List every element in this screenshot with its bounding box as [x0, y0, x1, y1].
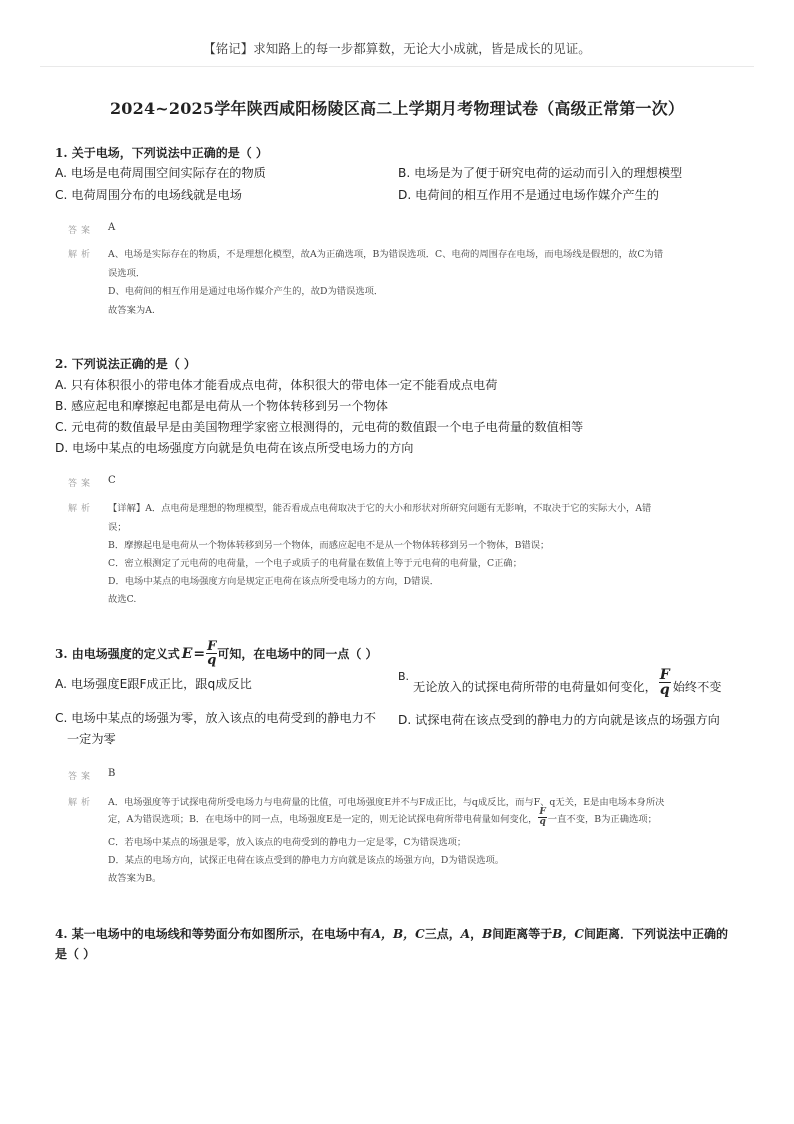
option-b-text: 无论放入的试探电荷所带的电荷量如何变化， — [413, 680, 657, 694]
answer-label: 答案 — [68, 226, 95, 236]
analysis-line: C．若电场中某点的场强是零，放入该点的电荷受到的静电力一定是零，C为错误选项； — [108, 837, 467, 848]
analysis-fraction — [538, 808, 546, 827]
answer-value: C — [108, 475, 116, 486]
definition-fraction — [206, 640, 217, 667]
fraction-denominator: q — [207, 653, 217, 668]
question-stem: 2. 下列说法正确的是（ ） — [55, 357, 196, 371]
stem-points: A，B，C — [371, 927, 425, 941]
fraction-denominator: q — [539, 817, 546, 827]
analysis-line: A、电场是实际存在的物质，不是理想化模型，故A为正确选项，B为错误选项．C、电荷的周围存在电场，而电场线是假想的，故C为错 — [108, 249, 664, 260]
option-b-fraction — [659, 668, 671, 697]
option-a: A. 只有体积很小的带电体才能看成点电荷，体积很大的带电体一定不能看成点电荷 — [55, 378, 498, 392]
analysis-line: C．密立根测定了元电荷的电荷量，一个电子或质子的电荷量在数值上等于元电荷的电荷量，C正确； — [108, 558, 522, 569]
document-title: 2024~2025学年陕西咸阳杨陵区高二上学期月考物理试卷（高级正常第一次） — [109, 99, 685, 118]
option-c: C. 电荷周围分布的电场线就是电场 — [55, 188, 242, 202]
fraction-denominator: q — [659, 682, 670, 698]
answer-label: 答案 — [68, 479, 95, 489]
question-stem-continued: 是（ ） — [55, 947, 96, 961]
option-b: B. 电场是为了便于研究电荷的运动而引入的理想模型 — [398, 166, 683, 180]
option-b-suffix: 始终不变 — [672, 680, 722, 694]
analysis-line: 故答案为A. — [108, 305, 155, 316]
option-b — [398, 668, 722, 697]
analysis-text: 一直不变，B为正确选项； — [547, 813, 657, 825]
analysis-line: 误选项． — [108, 268, 146, 279]
question-stem: 1. 关于电场，下列说法中正确的是（ ） — [55, 146, 268, 160]
answer-label: 答案 — [68, 772, 95, 782]
stem-text: 间距离．下列说法中正确的 — [583, 927, 728, 941]
stem-variable: E — [181, 645, 193, 662]
option-b: B. 感应起电和摩擦起电都是电荷从一个物体转移到另一个物体 — [55, 399, 388, 413]
question-stem — [55, 925, 728, 942]
analysis-label: 解析 — [68, 504, 95, 514]
analysis-line: D．电场中某点的电场强度方向是规定正电荷在该点所受电场力的方向，D错误． — [108, 576, 440, 587]
header-divider — [40, 66, 754, 67]
analysis-text: 定，A为错误选项；B．在电场中的同一点，电场强度E是一定的，则无论试探电荷所带电荷量如何变化， — [108, 813, 538, 825]
analysis-line: D．某点的电场方向，试探正电荷在该点受到的静电力方向就是该点的场强方向，D为错误选项。 — [108, 855, 505, 866]
answer-value: B — [108, 768, 116, 779]
analysis-line: 故答案为B。 — [108, 873, 162, 884]
option-a: A. 电场是电荷周围空间实际存在的物质 — [55, 166, 266, 180]
answer-value: A — [108, 222, 116, 233]
stem-point-b: B — [482, 927, 493, 941]
stem-text: 三点， — [424, 927, 461, 941]
stem-text: 间距离等于 — [492, 927, 553, 941]
analysis-line: 故选C. — [108, 594, 137, 605]
stem-prefix: 3. 由电场强度的定义式 — [55, 647, 180, 661]
option-c-text: C. 电场中某点的场强为零，放入该点的电荷受到的静电力不一定为零 — [55, 711, 376, 746]
option-c: C. 元电荷的数值最早是由美国物理学家密立根测得的，元电荷的数值跟一个电子电荷量的数值相等 — [55, 420, 584, 434]
analysis-label: 解析 — [68, 798, 95, 808]
stem-text: ， — [470, 927, 483, 941]
option-b-letter: B. — [398, 670, 410, 683]
stem-suffix: 可知，在电场中的同一点（ ） — [217, 647, 378, 661]
analysis-line: A．电场强度等于试探电荷所受电场力与电荷量的比值，可电场强度E并不与F成正比，与q成反比，而与F、q无关，E是由电场本身所决 — [108, 797, 665, 808]
stem-equals: = — [193, 645, 206, 662]
option-c — [55, 708, 385, 750]
fraction-numerator: F — [207, 639, 217, 654]
stem-text: 4. 某一电场中的电场线和等势面分布如图所示，在电场中有 — [55, 927, 372, 941]
analysis-line — [108, 808, 657, 827]
stem-points-bc: B，C — [552, 927, 584, 941]
option-d: D. 试探电荷在该点受到的静电力的方向就是该点的场强方向 — [398, 713, 720, 727]
analysis-label: 解析 — [68, 250, 95, 260]
motto-text: 【铭记】求知路上的每一步都算数，无论大小成就，皆是成长的见证。 — [203, 41, 591, 56]
analysis-line: B．摩擦起电是电荷从一个物体转移到另一个物体，而感应起电不是从一个物体转移到另一个物体，B错误； — [108, 540, 550, 551]
option-d: D. 电场中某点的电场强度方向就是负电荷在该点所受电场力的方向 — [55, 441, 414, 455]
analysis-line: 【详解】A．点电荷是理想的物理模型，能否看成点电荷取决于它的大小和形状对所研究问题有无影响，不取决于它的实际大小，A错 — [108, 503, 652, 514]
question-stem — [55, 640, 378, 667]
analysis-line: 误； — [108, 522, 127, 533]
fraction-numerator: F — [539, 807, 546, 817]
analysis-line: D、电荷间的相互作用是通过电场作媒介产生的，故D为错误选项． — [108, 286, 384, 297]
option-a: A. 电场强度E跟F成正比，跟q成反比 — [55, 677, 252, 691]
option-d: D. 电荷间的相互作用不是通过电场作媒介产生的 — [398, 188, 659, 202]
fraction-numerator: F — [659, 667, 670, 683]
stem-point-a: A — [460, 927, 471, 941]
